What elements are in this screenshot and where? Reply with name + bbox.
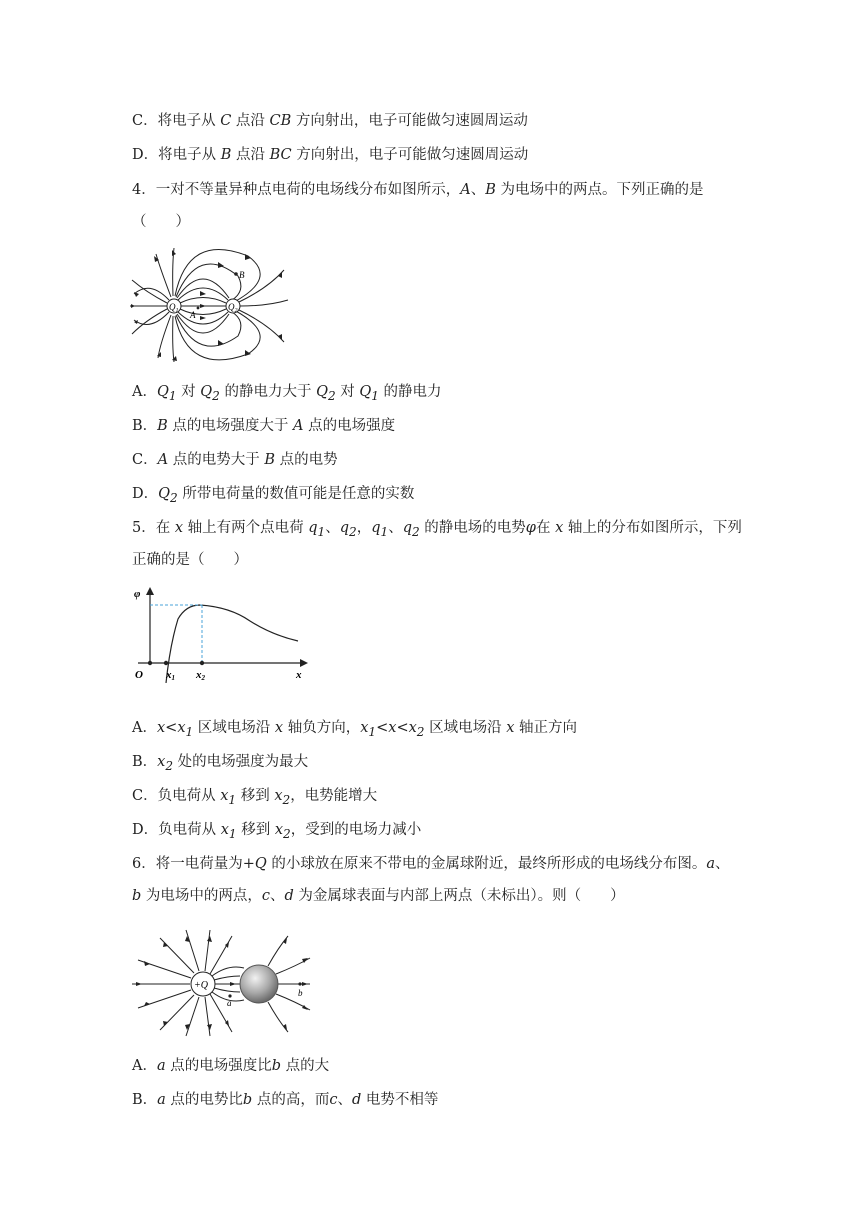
q6-stem-line1: 6．将一电荷量为+Q 的小球放在原来不带电的金属球附近，最终所形成的电场线分布图。a、: [132, 856, 730, 872]
q6-option-b: B．a 点的电势比b 点的高，而c、d 电势不相等: [132, 1092, 439, 1108]
q5-option-c: C．负电荷从 $x_1$ 移到 $x_2$，电势能增大: [132, 788, 378, 807]
q5-option-d: D．负电荷从 $x_1$ 移到 $x_2$，受到的电场力减小: [132, 822, 422, 841]
q5-option-a: A．$x<x_1$ 区域电场沿 x 轴负方向，$x_1<x<x_2$ 区域电场沿 x 轴正方向: [132, 720, 577, 739]
q4-option-a: A．$Q_1$ 对 $Q_2$ 的静电力大于 $Q_2$ 对 $Q_1$ 的静电力: [132, 384, 442, 403]
q4-stem-line1: 4．一对不等量异种点电荷的电场线分布如图所示，A、B 为电场中的两点。下列正确的是: [132, 182, 704, 198]
q4-option-b: B．B 点的电场强度大于 A 点的电场强度: [132, 418, 396, 434]
point-b-label: B: [239, 270, 245, 280]
origin-label: O: [135, 669, 143, 681]
q5-stem-line2: 正确的是（ ）: [132, 552, 248, 568]
q5-potential-graph: [130, 585, 312, 683]
point-b-label: b: [298, 988, 303, 998]
q5-stem-line1: 5．在 x 轴上有两个点电荷 $q_1$、$q_2$，$q_1$、$q_2$ 的静电场的电势φ在 x 轴上的分布如图所示，下列: [132, 520, 742, 539]
plus-q-label: +Q: [194, 980, 208, 991]
q2-label: $Q_2$: [228, 302, 238, 314]
q6-field-lines-figure: [128, 926, 318, 1038]
x2-label: x2: [196, 669, 205, 682]
x1-label: x1: [166, 669, 175, 682]
q3-option-d: D．将电子从 B 点沿 BC 方向射出，电子可能做匀速圆周运动: [132, 147, 529, 163]
point-a-label: A: [190, 310, 196, 320]
phi-axis-label: φ: [134, 588, 141, 600]
x-axis-label: x: [296, 669, 302, 681]
q5-option-b: B．$x_2$ 处的电场强度为最大: [132, 754, 309, 773]
q6-stem-line2: b 为电场中的两点，c、d 为金属球表面与内部上两点（未标出）。则（ ）: [132, 888, 625, 904]
q4-stem-line2: （ ）: [132, 214, 190, 230]
point-a-label: a: [227, 998, 232, 1008]
q3-option-c: C．将电子从 C 点沿 CB 方向射出，电子可能做匀速圆周运动: [132, 113, 528, 129]
q1-label: $Q_1$: [169, 302, 179, 314]
q4-option-d: D．$Q_2$ 所带电荷量的数值可能是任意的实数: [132, 486, 415, 505]
q6-option-a: A．a 点的电场强度比b 点的大: [132, 1058, 330, 1074]
q4-field-lines-figure: [128, 236, 290, 364]
q4-option-c: C．A 点的电势大于 B 点的电势: [132, 452, 338, 468]
